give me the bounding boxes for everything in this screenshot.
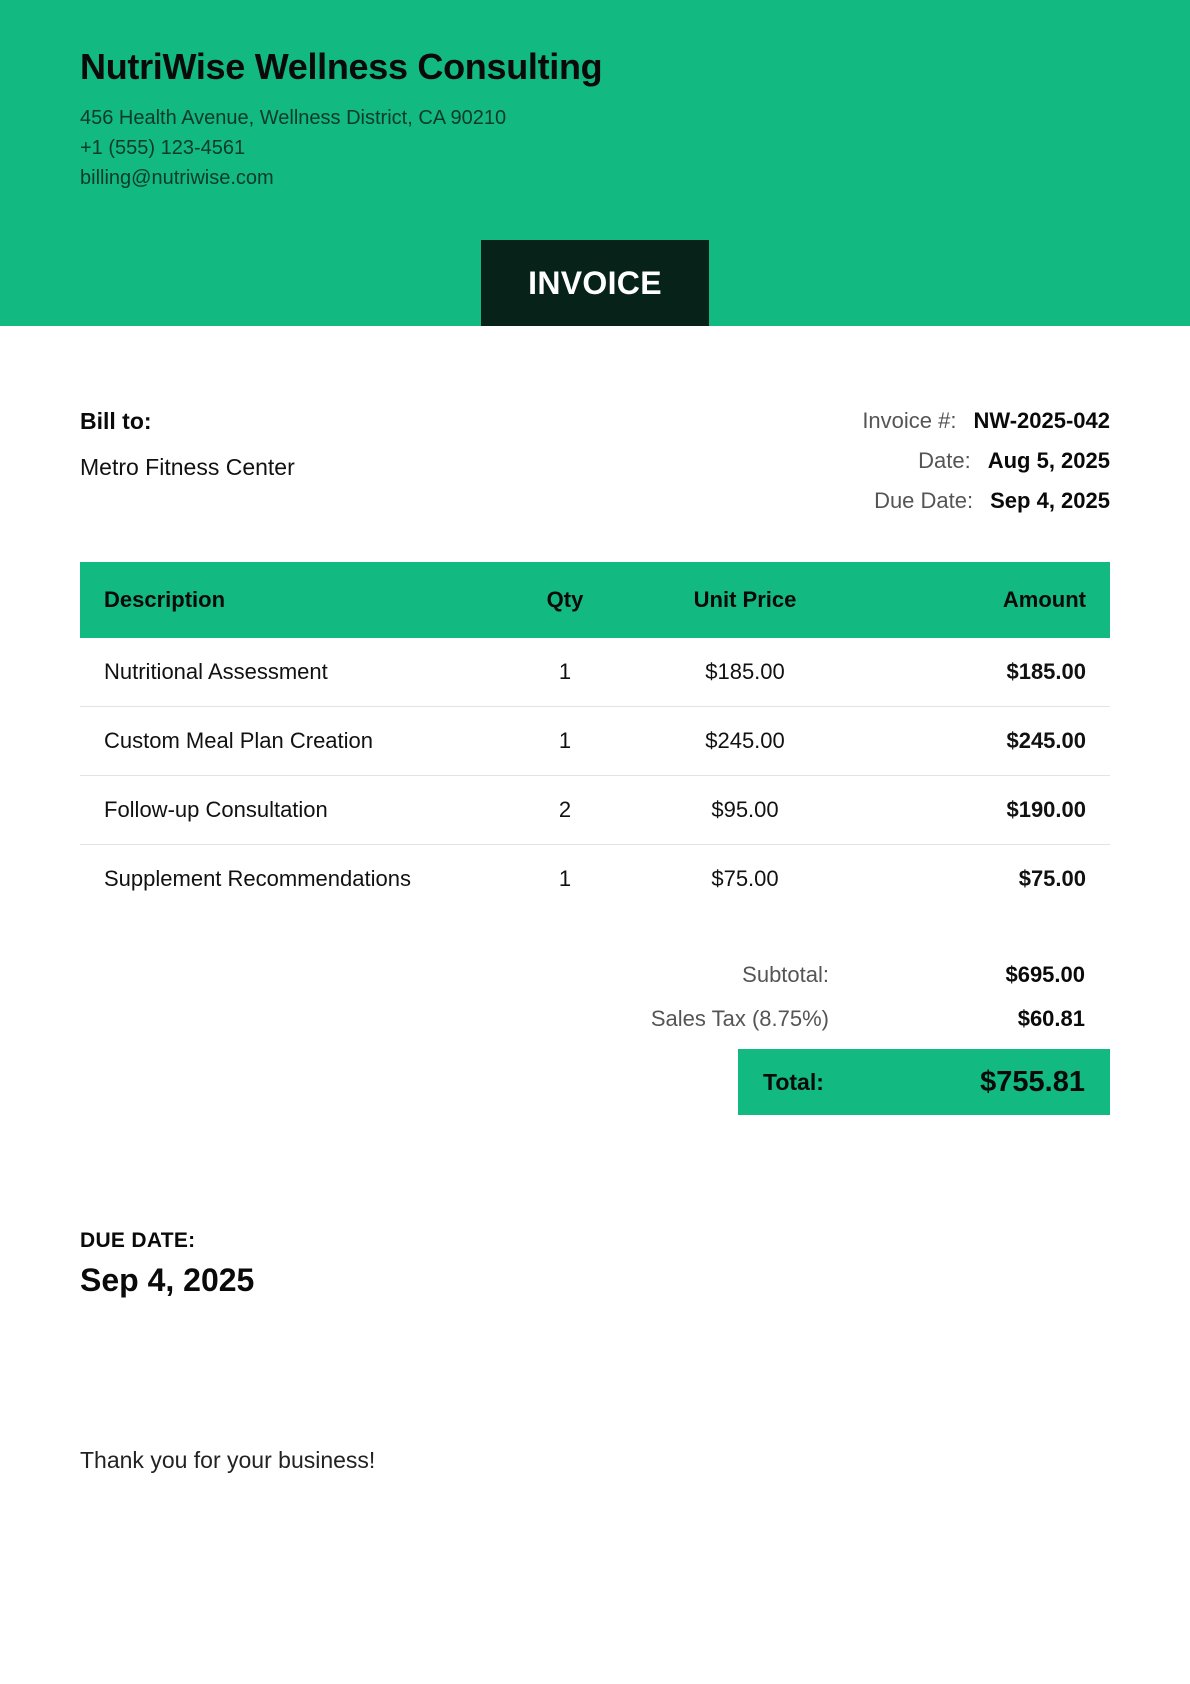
table-row: [80, 776, 1110, 845]
cell-qty: 1: [558, 659, 572, 684]
date-value: Aug 5, 2025: [987, 448, 1110, 473]
company-address: 456 Health Avenue, Wellness District, CA 90210: [80, 107, 507, 129]
cell-description: Supplement Recommendations: [104, 866, 411, 891]
table-row: [80, 638, 1110, 707]
cell-unit-price: $75.00: [711, 866, 779, 891]
total-value: $755.81: [980, 1065, 1085, 1098]
company-phone: +1 (555) 123-4561: [80, 137, 246, 159]
due-date-label: Due Date:: [874, 488, 974, 513]
due-date-value: Sep 4, 2025: [990, 488, 1110, 513]
cell-description: Follow-up Consultation: [104, 797, 328, 822]
cell-amount: $245.00: [1006, 728, 1086, 753]
thank-you-note: Thank you for your business!: [80, 1447, 376, 1473]
header-description: Description: [104, 587, 226, 612]
date-label: Date:: [918, 448, 971, 473]
table-row: [80, 845, 1110, 913]
header-band: [0, 0, 1190, 326]
subtotal-value: $695.00: [1005, 962, 1085, 987]
due-date-section-label: DUE DATE:: [80, 1229, 196, 1252]
cell-unit-price: $185.00: [705, 659, 785, 684]
company-email: billing@nutriwise.com: [80, 167, 274, 189]
line-items-table: [80, 562, 1110, 913]
total-box: [738, 1049, 1110, 1115]
cell-unit-price: $245.00: [705, 728, 785, 753]
sales-tax-label: Sales Tax (8.75%): [650, 1006, 829, 1031]
subtotal-label: Subtotal:: [742, 962, 829, 987]
header-amount: Amount: [1002, 587, 1086, 612]
sales-tax-value: $60.81: [1017, 1006, 1085, 1031]
bill-to-label: Bill to:: [80, 408, 152, 434]
invoice-number-label: Invoice #:: [862, 408, 957, 433]
table-row: [80, 707, 1110, 776]
cell-qty: 2: [558, 797, 572, 822]
invoice-title-badge: INVOICE: [481, 240, 709, 326]
table-header: [80, 562, 1110, 638]
total-label: Total:: [763, 1068, 824, 1095]
invoice-number-value: NW-2025-042: [973, 408, 1110, 433]
cell-qty: 1: [558, 728, 572, 753]
meta-due-date: [874, 488, 1110, 514]
cell-unit-price: $95.00: [711, 797, 779, 822]
cell-amount: $185.00: [1006, 659, 1086, 684]
cell-description: Nutritional Assessment: [104, 659, 328, 684]
company-name: NutriWise Wellness Consulting: [80, 46, 603, 87]
header-unit-price: Unit Price: [693, 587, 797, 612]
cell-amount: $190.00: [1006, 797, 1086, 822]
meta-invoice-number: [862, 408, 1110, 434]
cell-description: Custom Meal Plan Creation: [104, 728, 374, 753]
cell-amount: $75.00: [1018, 866, 1086, 891]
due-date-section-value: Sep 4, 2025: [80, 1262, 255, 1298]
meta-date: [918, 448, 1110, 474]
cell-qty: 1: [558, 866, 572, 891]
header-qty: Qty: [546, 587, 584, 612]
bill-to-name: Metro Fitness Center: [80, 454, 295, 480]
